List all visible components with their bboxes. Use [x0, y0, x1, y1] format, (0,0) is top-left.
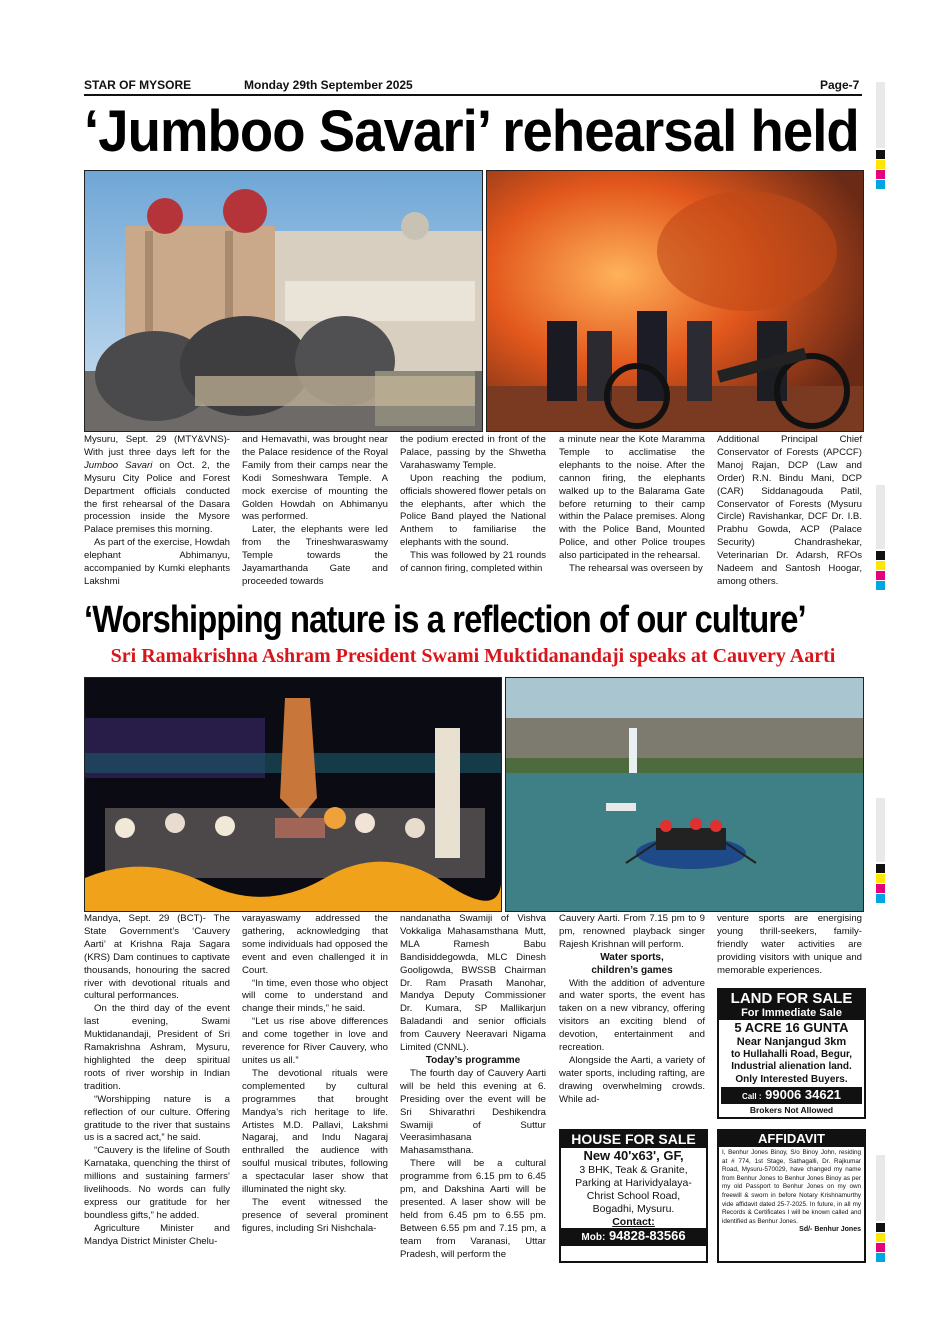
color-swatch-magenta-2 [876, 571, 885, 580]
story1-col5-p1: Additional Principal Chief Conservator of Forests (APCCF) Manoj Rajan, DCP (Law and Order) R.N. Bindu Mani, DCP (CAR) Siddanagouda Patil, Conservator of Forests (Mysuru Circle) Ravishankar, DCF Dr. I.B. Prabhu Gowda, ACP (Palace Security) Chandrashekar, Veterinarian Dr. Adarsh, RFOs Nadeem and Santosh Hoogar, among others. [717, 434, 862, 587]
story1-col2-p2: Later, the elephants were led from the Trineshwaraswamy Temple towards the Jayamarthanda Gate and proceeded towards [242, 524, 388, 587]
story1-col1-p1em: Jumboo Savari [84, 459, 153, 471]
registration-bar-2 [876, 485, 885, 549]
ad-house-contact: Contact: [612, 1216, 655, 1228]
masthead-date: Monday 29th September 2025 [244, 78, 413, 92]
ad-land-phone: 99006 34621 [765, 1087, 842, 1102]
story2-col2-p3: “Let us rise above differences and come together in love and reverence for River Cauvery, who unites us all.” [242, 1016, 388, 1066]
color-swatch-cyan-4 [876, 1253, 885, 1262]
color-swatch-black-1 [876, 150, 885, 159]
story1-col1-p2: As part of the exercise, Howdah elephant Abhimanyu, accompanied by Kumki elephants Lakshmi [84, 537, 230, 587]
story1-col2 [242, 434, 388, 589]
story1-col3 [400, 434, 546, 576]
story2-col5-p1: venture sports are energising young thrill-seekers, family-friendly water activities are providing visitors with unique and memorable experiences. [717, 913, 862, 976]
story2-subhead: Sri Ramakrishna Ashram President Swami Muktidanandaji speaks at Cauvery Aarti [110, 645, 836, 667]
story2-col2-p2: “In time, even those who object will come to understand and change their minds,” he said. [242, 977, 388, 1015]
registration-bar-4 [876, 1155, 885, 1221]
story2-col4-subhead1: Water sports, [600, 951, 664, 963]
story2-col2-p1: varayaswamy addressed the gathering, acknowledging that some individuals had opposed the event and even challenged it in Court. [242, 913, 388, 976]
ad-land-size: 5 ACRE 16 GUNTA [734, 1020, 849, 1035]
story1-col5 [717, 434, 862, 589]
ad-land-for-sale [717, 988, 866, 1119]
story2-col1-p5: Agriculture Minister and Mandya District Minister Chelu- [84, 1222, 230, 1247]
story2-col4-p1: Cauvery Aarti. From 7.15 pm to 9 pm, renowned playback singer Rajesh Krishnan will perform. [559, 913, 705, 950]
story1-col2-p1: and Hemavathi, was brought near the Palace residence of the Royal Family from their camps near the Kodi Someshwara Temple. A mock exercise of mounting the Golden Howdah on Abhimanyu was performed. [242, 434, 388, 523]
ad-house-line1: 3 BHK, Teak & Granite, [579, 1164, 688, 1176]
story1-col3-p3: This was followed by 21 rounds of cannon firing, completed within [400, 550, 546, 575]
ad-house-mob-label: Mob: [581, 1232, 606, 1243]
story1-col1-p1b: on Oct. 2, the Mysuru City Police and Forest Department officials conducted the first rehearsal of the Dasara procession inside the Mysore Palace premises this morning. [84, 459, 230, 536]
registration-bar-1 [876, 82, 885, 148]
masthead-page: Page-7 [820, 78, 860, 92]
ad-affidavit-title: AFFIDAVIT [719, 1131, 864, 1147]
story2-col5 [717, 913, 862, 978]
ad-land-line4: Only Interested Buyers. [735, 1073, 848, 1085]
story1-col3-p1: the podium erected in front of the Palace, passing by the Shwetha Varahaswamy Temple. [400, 434, 546, 471]
ad-house-line2: Parking at Harividyalaya- [575, 1177, 692, 1189]
story2-col4-p3: Alongside the Aarti, a variety of water sports, including rafting, are drawing overwhelming crowds. While ad- [559, 1054, 705, 1105]
story2-col4-subhead2: children’s games [591, 964, 673, 976]
story2-headline: ‘Worshipping nature is a reflection of our culture’ [84, 599, 806, 641]
story1-col4 [559, 434, 705, 576]
color-swatch-yellow-2 [876, 561, 885, 570]
story2-col2-p4: The devotional rituals were complemented by cultural programmes that brought Mandya’s rich heritage to life. Artistes M.D. Pallavi, Lakshmi Nagaraj, and Indu Nagaraj enthralled the audience with soulful musical tributes, following a spectacular laser show that illuminated the night sky. [242, 1067, 388, 1196]
color-swatch-black-2 [876, 551, 885, 560]
masthead-paper: STAR OF MYSORE [84, 78, 192, 92]
ad-house-title: HOUSE FOR SALE [561, 1131, 706, 1148]
ad-affidavit-body: I, Benhur Jones Binoy, S/o Binoy John, residing at # 774, 1st Stage, Sathagalli, Dr. Rajkumar Road, Mysuru-570029, have changed my name from Benhur Jones to Benhur Jones Binoy as per my old Passport to Benhur Jones on my own freewill & sworn in before Notary Krishnamurthy vide affidavit dated 25-7-2025. In future, in all my Records & Certificates I will be known called and identified as Benhur Jones. [722, 1149, 861, 1225]
story2-col4 [559, 913, 705, 1107]
color-swatch-yellow-3 [876, 874, 885, 883]
story1-col1 [84, 434, 230, 589]
masthead-rule [84, 94, 862, 96]
photo-cauvery-aarti [84, 677, 502, 912]
story2-col3-p3: There will be a cultural programme from 6.15 pm to 6.45 pm, and Dakshina Aarti will be presented. A laser show will be held from 6.45 pm to 6.55 pm. Between 6.55 pm and 7.15 pm, a team from Varanasi, Uttar Pradesh, will perform the [400, 1158, 546, 1260]
ad-affidavit-sign: Sd/- Benhur Jones [799, 1226, 861, 1234]
ad-affidavit [717, 1129, 866, 1263]
story2-col1 [84, 913, 230, 1249]
ad-land-line2: to Hullahalli Road, Begur, [730, 1048, 853, 1060]
story2-col3-subhead: Today’s programme [425, 1054, 521, 1066]
ad-land-footer: Brokers Not Allowed [749, 1105, 834, 1115]
color-swatch-magenta-4 [876, 1243, 885, 1252]
registration-bar-3 [876, 798, 885, 862]
ad-house-line4: Bogadhi, Mysuru. [592, 1203, 675, 1215]
ad-house-phone: 94828-83566 [608, 1228, 686, 1243]
color-swatch-black-3 [876, 864, 885, 873]
story2-col3 [400, 913, 546, 1261]
story2-col2 [242, 913, 388, 1236]
story2-col4-p2: With the addition of adventure and water sports, the event has taken on a new vibrancy, offering visitors an exciting blend of devotion, entertainment and recreation. [559, 977, 705, 1054]
story1-col3-p2: Upon reaching the podium, officials showered flower petals on the elephants, after which the Police Band played the National Anthem to familiarise the elephants with the sound. [400, 472, 546, 549]
color-swatch-cyan-1 [876, 180, 885, 189]
story2-col3-p1: nandanatha Swamiji of Vishva Vokkaliga Mahasamsthana Mutt, MLA Ramesh Babu Bandisiddegowda, MLC Dinesh Gooligowda, BWSSB Chairman Dr. Ram Prasath Manohar, Mandya Deputy Commissioner Dr. Kumara, SP Mallikarjun Baladandi and senior officials from Cauvery Neeravari Nigama Limited (CNNL). [400, 913, 546, 1054]
ad-house-for-sale [559, 1129, 708, 1263]
story1-col1-p1a: Mysuru, Sept. 29 (MTY&VNS)- With just three days left for the [84, 434, 230, 458]
story2-col1-p3: “Worshipping nature is a reflection of our culture. Offering gratitude to the river that sustains us is a sacred act,” he said. [84, 1093, 230, 1144]
color-swatch-cyan-2 [876, 581, 885, 590]
ad-land-title: LAND FOR SALE [719, 990, 864, 1007]
photo-cannon-firing [486, 170, 864, 432]
ad-land-call-label: Call : [741, 1092, 762, 1101]
photo-palace-elephants [84, 170, 483, 432]
color-swatch-magenta-1 [876, 170, 885, 179]
color-swatch-yellow-1 [876, 160, 885, 169]
ad-land-subtitle: For Immediate Sale [719, 1007, 864, 1020]
color-swatch-magenta-3 [876, 884, 885, 893]
story1-col4-p2: The rehearsal was overseen by [569, 563, 703, 575]
ad-house-size: New 40'x63', GF, [583, 1148, 684, 1163]
photo-krs-rafting [505, 677, 864, 912]
ad-house-line3: Christ School Road, [586, 1190, 681, 1202]
color-swatch-black-4 [876, 1223, 885, 1232]
color-swatch-yellow-4 [876, 1233, 885, 1242]
ad-land-line3: Industrial alienation land. [731, 1061, 852, 1072]
story2-col1-p2: On the third day of the event last evening, Swami Muktidanandaji, President of Sri Ramakrishna Ashram, Mysuru, highlighted the deep spiritual roots of river worship in Indian tradition. [84, 1003, 230, 1092]
story1-col4-p1: a minute near the Kote Maramma Temple to acclimatise the elephants to the noise. After the cannon firing, the elephants walked up to the Balarama Gate before returning to their camp within the Palace premises. Along with the Police Band, Mounted Police, and other Police troupes also participated in the rehearsal. [559, 434, 705, 562]
story2-col1-p1: Mandya, Sept. 29 (BCT)- The State Government’s ‘Cauvery Aarti’ at Krishna Raja Sagara (KRS) Dam continues to captivate thousands, honouring the sacred river with devotional rituals and cultural performances. [84, 913, 230, 1002]
story2-col1-p4: “Cauvery is the lifeline of South Karnataka, quenching the thirst of millions and sustaining farmers’ livelihoods. No words can fully express our gratitude for her boundless gifts,” he added. [84, 1145, 230, 1221]
story1-headline: ‘Jumboo Savari’ rehearsal held [84, 99, 859, 164]
color-swatch-cyan-3 [876, 894, 885, 903]
story2-col3-p2: The fourth day of Cauvery Aarti will be held this evening at 6. Presiding over the event will be Sri Shivarathri Deshikendra Swamiji of Suttur Veerasimhasana Mahasamsthana. [400, 1067, 546, 1157]
ad-land-line1: Near Nanjangud 3km [736, 1036, 847, 1048]
story2-col2-p5: The event witnessed the presence of several prominent figures, including Sri Nishchala- [242, 1196, 388, 1234]
